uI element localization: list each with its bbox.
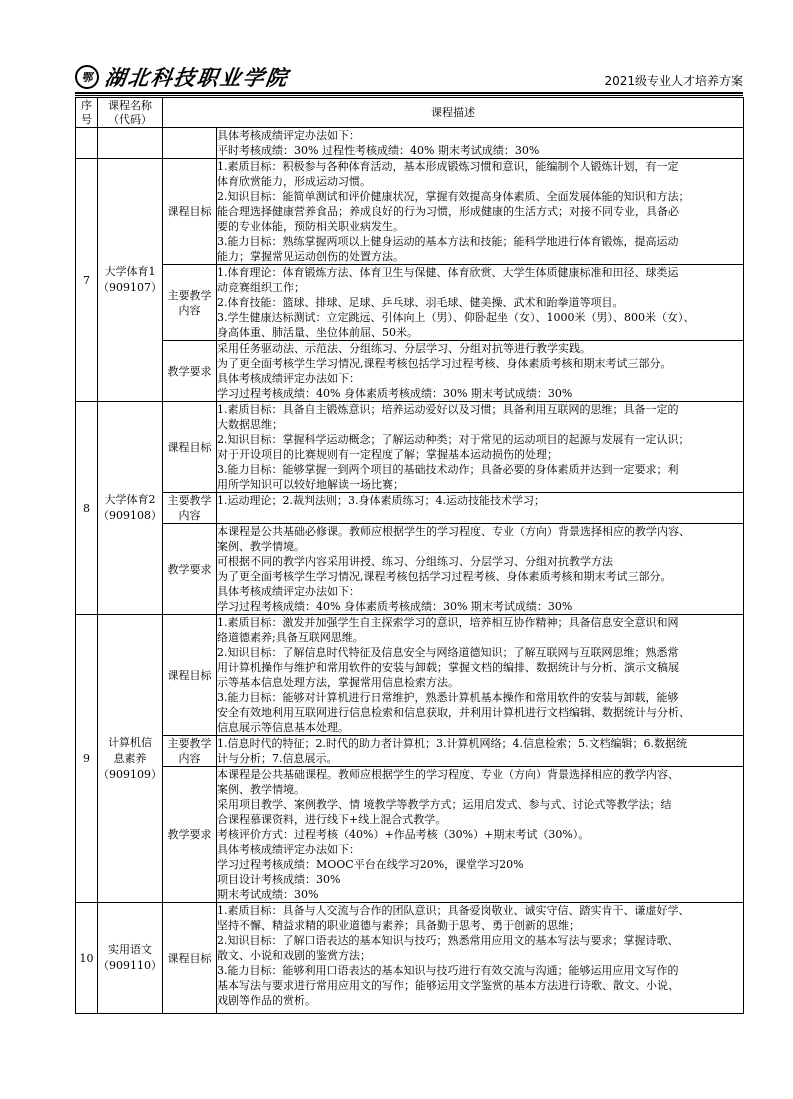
description-line: 1.素质目标：具备自主锻炼意识；培养运动爱好以及习惯；具备利用互联网的思维；具备一定的 — [217, 403, 679, 416]
course-section-row — [76, 903, 744, 1014]
course-name-line: 息素养 — [113, 751, 147, 765]
page-header — [75, 60, 743, 94]
description-line: 案例、教学情境。 — [217, 540, 305, 553]
header-rule-thin — [75, 95, 743, 96]
description-line: 1.体育理论：体育锻炼方法、体育卫生与保健、体育欣赏、大学生体质健康标准和田径、球类运 — [217, 266, 679, 279]
row-number — [76, 128, 98, 159]
description-line: 2.知识目标：了解口语表达的基本知识与技巧；熟悉常用应用文的基本写法与要求；掌握诗歌、 — [217, 934, 679, 947]
description-line: 体育欣赏能力，形成运动习惯。 — [217, 175, 371, 188]
description-line: 能力；掌握常见运动创伤的处置方法。 — [217, 250, 404, 263]
section-title-line: 内容 — [178, 509, 201, 522]
description-line: 身高体重、肺活量、坐位体前屈、50米。 — [217, 326, 418, 339]
section-title — [163, 736, 217, 767]
description-cell — [217, 524, 744, 615]
description-cell — [217, 615, 744, 736]
description-line: 2.知识目标：了解信息时代特征及信息安全与网络道德知识；了解互联网与互联网思维；熟悉常 — [217, 646, 679, 659]
course-name-line: （909108） — [98, 509, 162, 522]
row-number: 9 — [76, 615, 98, 903]
section-title-line: 内容 — [178, 752, 201, 765]
description-line: 能合理选择健康营养食品；养成良好的行为习惯，形成健康的生活方式；对接不同专业，具备必 — [217, 205, 679, 218]
carryover-row — [76, 128, 744, 159]
description-line: 采用任务驱动法、示范法、分组练习、分层学习、分组对抗等进行教学实践。 — [217, 342, 591, 355]
description-line: 示等基本信息处理方法，掌握常用信息检索方法。 — [217, 676, 459, 689]
course-name-line: 大学体育1 — [104, 265, 156, 278]
row-number: 8 — [76, 402, 98, 615]
header-row — [76, 98, 744, 128]
description-line: 具体考核成绩评定办法如下： — [217, 843, 360, 856]
description-line: 基本写法与要求进行常用应用文的写作；能够运用文学鉴赏的基本方法进行诗歌、散文、小说、 — [217, 979, 679, 992]
description-line: 1.素质目标：具备与人交流与合作的团队意识；具备爱岗敬业、诚实守信、踏实肯干、谦虚好学、 — [217, 904, 690, 917]
section-title-line: 内容 — [178, 303, 201, 317]
course-section-row — [76, 493, 744, 524]
course-section-row — [76, 341, 744, 402]
description-line: 用所学知识可以较好地解读一场比赛； — [217, 478, 404, 491]
description-line: 2.知识目标：能简单测试和评价健康状况，掌握有效提高身体素质、全面发展体能的知识和方法； — [217, 190, 690, 203]
section-title — [163, 159, 217, 265]
cell-padding — [217, 1008, 743, 1013]
course-name-line: 计算机信 — [108, 735, 152, 749]
section-title-line: 主要教学 — [167, 737, 212, 750]
description-line: 3.能力目标：能够利用口语表达的基本知识与技巧进行有效交流与沟通；能够运用应用文写作的 — [217, 964, 679, 977]
description-cell — [217, 265, 744, 341]
description-line: 学习过程考核成绩：40% 身体素质考核成绩：30% 期末考试成绩：30% — [217, 387, 573, 400]
section-title-line: 主要教学 — [167, 494, 212, 507]
description-line: 具体考核成绩评定办法如下： — [217, 372, 360, 385]
section-title-line: 课程目标 — [167, 440, 212, 454]
description-line: 为了更全面考核学生学习情况,课程考核包括学习过程考核、身体素质考核和期末考试三部分。 — [217, 357, 672, 370]
section-title — [163, 493, 217, 524]
course-name — [98, 903, 163, 1014]
description-line: 用计算机操作与维护和常用软件的安装与卸载；掌握文档的编排、数据统计与分析、演示文稿展 — [217, 661, 679, 674]
school-name: 湖北科技职业学院 — [103, 65, 291, 90]
description-line: 络道德素养;具备互联网思维。 — [217, 631, 364, 644]
description-line: 对于开设项目的比赛规则有一定程度了解；掌握基本运动损伤的处理； — [217, 448, 558, 461]
section-title-line: 课程目标 — [167, 668, 212, 682]
section-title-line: 课程目标 — [167, 205, 212, 218]
description-line: 坚持不懈、精益求精的职业道德与素养；具备勤于思考、勇于创新的思维； — [217, 919, 580, 932]
course-section-row — [76, 159, 744, 265]
section-title — [163, 767, 217, 903]
description-cell — [217, 402, 744, 493]
course-name-line: （909110） — [98, 959, 162, 972]
description-line: 1.运动理论；2.裁判法则；3.身体素质练习；4.运动技能技术学习； — [217, 494, 545, 507]
description-cell — [217, 736, 744, 767]
description-line: 2.体育技能：篮球、排球、足球、乒乓球、羽毛球、健美操、武术和跆拳道等项目。 — [217, 296, 624, 309]
description-line: 为了更全面考核学生学习情况,课程考核包括学习过程考核、身体素质考核和期末考试三部分。 — [217, 570, 672, 583]
description-line: 具体考核成绩评定办法如下： — [217, 585, 360, 598]
course-section-row — [76, 524, 744, 615]
col-header-name: 课程名称 （代码） — [98, 98, 163, 128]
description-line: 合课程慕课资料，进行线下+线上混合式教学。 — [217, 813, 447, 826]
description-cell — [217, 767, 744, 903]
description-line: 信息展示等信息基本处理。 — [217, 721, 349, 734]
section-title — [163, 615, 217, 736]
row-number: 10 — [76, 903, 98, 1014]
section-title — [163, 128, 217, 159]
section-title — [163, 524, 217, 615]
description-line: 2.知识目标：掌握科学运动概念；了解运动种类；对于常见的运动项目的起源与发展有一定认识； — [217, 433, 690, 446]
description-line: 1.素质目标：积极参与各种体育活动，基本形成锻炼习惯和意识，能编制个人锻炼计划，有一定 — [217, 160, 679, 173]
description-line: 动竞赛组织工作； — [217, 281, 305, 294]
description-cell — [217, 493, 744, 524]
col-header-no: 序 号 — [76, 98, 98, 128]
section-title-line: 课程目标 — [167, 951, 212, 965]
course-name-line: （909109） — [98, 767, 162, 781]
description-cell — [217, 903, 744, 1014]
curriculum-table — [75, 97, 744, 1014]
description-line: 3.能力目标：能够掌握一到两个项目的基础技术动作；具备必要的身体素质并达到一定要求；利 — [217, 463, 679, 476]
row-number: 7 — [76, 159, 98, 402]
description-line: 安全有效地利用互联网进行信息检索和信息获取，并利用计算机进行文档编辑、数据统计与分析、 — [217, 706, 690, 719]
description-line: 可根据不同的教学内容采用讲授、练习、分组练习、分层学习、分组对抗教学方法 — [217, 555, 613, 568]
section-title-line: 教学要求 — [167, 562, 212, 576]
description-line: 本课程是公共基础课程。教师应根据学生的学习程度、专业（方向）背景选择相应的教学内容、 — [217, 768, 679, 781]
description-cell — [217, 128, 744, 159]
course-section-row — [76, 736, 744, 767]
description-line: 项目设计考核成绩：30% — [217, 873, 341, 886]
school-seal-icon: 鄂 — [75, 65, 99, 89]
course-section-row — [76, 402, 744, 493]
header-rule — [75, 92, 743, 94]
course-name-line: 大学体育2 — [104, 493, 156, 506]
description-line: 本课程是公共基础必修课。教师应根据学生的学习程度、专业（方向）背景选择相应的教学内容、 — [217, 525, 690, 538]
description-cell — [217, 159, 744, 265]
section-title-line: 教学要求 — [167, 828, 212, 841]
description-cell — [217, 341, 744, 402]
description-line: 3.学生健康达标测试：立定跳远、引体向上（男）、仰卧起坐（女）、1000米（男）、800米（女）、 — [217, 311, 695, 324]
description-line: 散文、小说和戏剧的鉴赏方法； — [217, 949, 371, 962]
course-name — [98, 402, 163, 615]
course-name-line: （909107） — [98, 281, 162, 294]
description-line: 考核评价方式：过程考核（40%）+作品考核（30%）+期末考试（30%）。 — [217, 828, 590, 841]
course-name-line: 实用语文 — [108, 943, 152, 956]
section-title-line: 教学要求 — [167, 364, 212, 378]
col-header-desc: 课程描述 — [163, 98, 744, 128]
description-line: 案例、教学情境。 — [217, 783, 305, 796]
description-line: 平时考核成绩：30% 过程性考核成绩：40% 期末考试成绩：30% — [217, 144, 540, 157]
description-line: 计与分析；7.信息展示。 — [217, 752, 338, 765]
description-line: 具体考核成绩评定办法如下： — [217, 129, 360, 142]
course-name — [98, 128, 163, 159]
description-line: 1.素质目标：激发并加强学生自主探索学习的意识，培养相互协作精神；具备信息安全意识和网 — [217, 616, 679, 629]
section-title — [163, 402, 217, 493]
section-title — [163, 341, 217, 402]
description-line: 戏剧等作品的赏析。 — [217, 994, 316, 1007]
section-title — [163, 265, 217, 341]
description-line: 期末考试成绩：30% — [217, 888, 319, 901]
description-line: 3.能力目标：熟练掌握两项以上健身运动的基本方法和技能；能科学地进行体育锻炼，提高运动 — [217, 235, 679, 248]
description-line: 1.信息时代的特征；2.时代的助力者计算机；3.计算机网络；4.信息检索；5.文档编辑；6.数据统 — [217, 737, 687, 750]
course-section-row — [76, 767, 744, 903]
description-line: 3.能力目标：能够对计算机进行日常维护，熟悉计算机基本操作和常用软件的安装与卸载，能够 — [217, 691, 679, 704]
description-line: 要的专业体能，预防相关职业病发生。 — [217, 220, 404, 233]
course-name — [98, 159, 163, 402]
course-section-row — [76, 265, 744, 341]
description-line: 采用项目教学、案例教学、情 境教学等教学方式；运用启发式、参与式、讨论式等教学法；结 — [217, 798, 672, 811]
course-name — [98, 615, 163, 903]
description-line: 大数据思维； — [217, 418, 283, 431]
section-title-line: 主要教学 — [167, 288, 212, 302]
description-line: 学习过程考核成绩：40% 身体素质考核成绩：30% 期末考试成绩：30% — [217, 600, 573, 613]
course-section-row — [76, 615, 744, 736]
plan-title: 2021级专业人才培养方案 — [604, 74, 743, 88]
section-title — [163, 903, 217, 1014]
school-logo — [75, 62, 289, 92]
description-line: 学习过程考核成绩：MOOC平台在线学习20%，课堂学习20% — [217, 858, 524, 871]
